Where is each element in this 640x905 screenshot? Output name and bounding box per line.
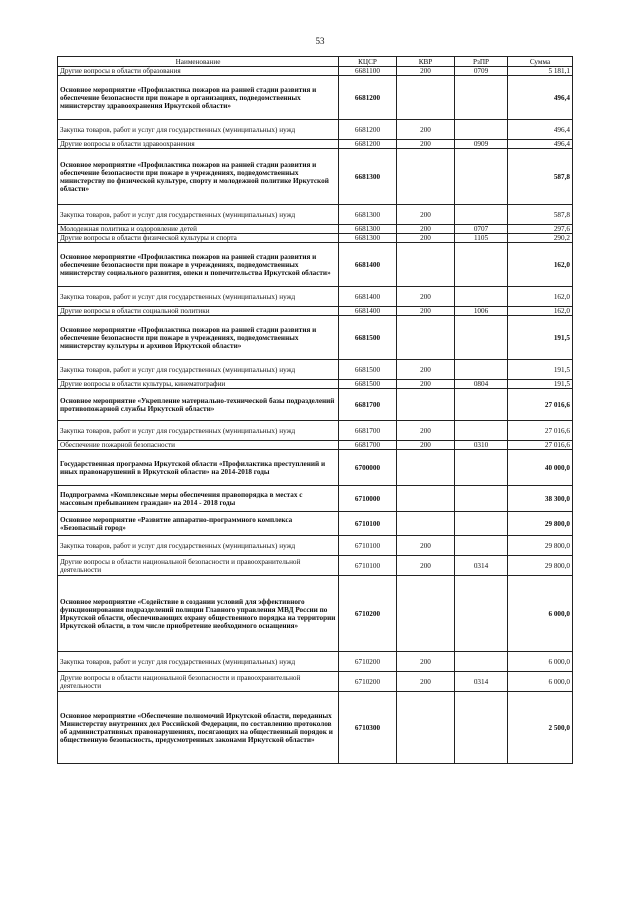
row-sum: 38 300,0 bbox=[508, 486, 573, 512]
row-rzpr bbox=[455, 149, 508, 205]
row-name: Другие вопросы в области здравоохранения bbox=[58, 140, 339, 149]
row-name: Основное мероприятие «Развитие аппаратно-программного комплекса «Безопасный город» bbox=[58, 512, 339, 536]
row-sum: 162,0 bbox=[508, 243, 573, 287]
row-name: Закупка товаров, работ и услуг для государственных (муниципальных) нужд bbox=[58, 360, 339, 380]
table-row bbox=[58, 316, 573, 360]
row-rzpr: 0314 bbox=[455, 556, 508, 576]
row-kcsr: 6681400 bbox=[339, 307, 397, 316]
row-kvr: 200 bbox=[397, 441, 455, 450]
row-kcsr: 6681700 bbox=[339, 421, 397, 441]
table-row bbox=[58, 149, 573, 205]
table-row bbox=[58, 512, 573, 536]
row-name: Закупка товаров, работ и услуг для государственных (муниципальных) нужд bbox=[58, 287, 339, 307]
row-kcsr: 6681200 bbox=[339, 120, 397, 140]
row-kcsr: 6681500 bbox=[339, 380, 397, 389]
row-sum: 2 500,0 bbox=[508, 692, 573, 764]
table-row bbox=[58, 380, 573, 389]
row-rzpr bbox=[455, 205, 508, 225]
table-row bbox=[58, 389, 573, 421]
row-kcsr: 6681400 bbox=[339, 287, 397, 307]
row-rzpr: 0804 bbox=[455, 380, 508, 389]
row-kcsr: 6681300 bbox=[339, 205, 397, 225]
row-sum: 6 000,0 bbox=[508, 672, 573, 692]
table-row bbox=[58, 307, 573, 316]
row-name: Основное мероприятие «Укрепление материально-технической базы подразделений противопожарной службы Иркутской области» bbox=[58, 389, 339, 421]
table-row bbox=[58, 421, 573, 441]
row-rzpr: 1006 bbox=[455, 307, 508, 316]
row-name: Закупка товаров, работ и услуг для государственных (муниципальных) нужд bbox=[58, 421, 339, 441]
table-row bbox=[58, 205, 573, 225]
row-rzpr bbox=[455, 120, 508, 140]
row-kvr: 200 bbox=[397, 556, 455, 576]
row-rzpr bbox=[455, 389, 508, 421]
row-kcsr: 6681700 bbox=[339, 441, 397, 450]
row-kcsr: 6710300 bbox=[339, 692, 397, 764]
row-rzpr bbox=[455, 360, 508, 380]
row-name: Закупка товаров, работ и услуг для государственных (муниципальных) нужд bbox=[58, 536, 339, 556]
row-kcsr: 6681500 bbox=[339, 360, 397, 380]
row-rzpr bbox=[455, 652, 508, 672]
row-kvr: 200 bbox=[397, 140, 455, 149]
row-kcsr: 6710100 bbox=[339, 512, 397, 536]
row-rzpr bbox=[455, 512, 508, 536]
row-sum: 29 800,0 bbox=[508, 536, 573, 556]
header-kvr: КВР bbox=[397, 57, 455, 67]
table-row bbox=[58, 225, 573, 234]
row-kvr bbox=[397, 486, 455, 512]
row-sum: 5 181,1 bbox=[508, 67, 573, 76]
row-sum: 191,5 bbox=[508, 380, 573, 389]
table-row bbox=[58, 441, 573, 450]
row-kcsr: 6681700 bbox=[339, 389, 397, 421]
row-name: Основное мероприятие «Профилактика пожаров на ранней стадии развития и обеспечение безопасности при пожаре в учреждениях, подведомственных министерству по физической культуре, спорту и молодежной политике Иркутской области» bbox=[58, 149, 339, 205]
row-rzpr bbox=[455, 316, 508, 360]
page-number: 53 bbox=[315, 36, 325, 46]
row-kcsr: 6710200 bbox=[339, 652, 397, 672]
row-name: Основное мероприятие «Содействие в создании условий для эффективного функционирования подразделений полиции Главного управления МВД России по Иркутской области, обеспечивающих охрану общественного порядка на территории Иркутской области, в том числе приобретение необходимого оснащения» bbox=[58, 576, 339, 652]
row-rzpr bbox=[455, 243, 508, 287]
row-sum: 6 000,0 bbox=[508, 652, 573, 672]
row-name: Закупка товаров, работ и услуг для государственных (муниципальных) нужд bbox=[58, 120, 339, 140]
header-kcsr: КЦСР bbox=[339, 57, 397, 67]
row-kvr bbox=[397, 512, 455, 536]
row-kvr bbox=[397, 576, 455, 652]
row-kvr: 200 bbox=[397, 225, 455, 234]
table-row bbox=[58, 67, 573, 76]
row-kvr: 200 bbox=[397, 67, 455, 76]
row-rzpr: 0909 bbox=[455, 140, 508, 149]
row-rzpr: 1105 bbox=[455, 234, 508, 243]
row-sum: 27 016,6 bbox=[508, 389, 573, 421]
row-rzpr: 0707 bbox=[455, 225, 508, 234]
table-row bbox=[58, 556, 573, 576]
table-row bbox=[58, 76, 573, 120]
row-kvr: 200 bbox=[397, 380, 455, 389]
table-row bbox=[58, 536, 573, 556]
table-row bbox=[58, 234, 573, 243]
row-name: Государственная программа Иркутской области «Профилактика преступлений и иных правонарушений в Иркутской области» на 2014-2018 годы bbox=[58, 450, 339, 486]
row-rzpr bbox=[455, 421, 508, 441]
row-kvr bbox=[397, 389, 455, 421]
row-name: Обеспечение пожарной безопасности bbox=[58, 441, 339, 450]
row-rzpr bbox=[455, 692, 508, 764]
row-name: Другие вопросы в области национальной безопасности и правоохранительной деятельности bbox=[58, 556, 339, 576]
row-kvr: 200 bbox=[397, 421, 455, 441]
row-kcsr: 6681300 bbox=[339, 234, 397, 243]
row-rzpr bbox=[455, 576, 508, 652]
row-kvr: 200 bbox=[397, 672, 455, 692]
row-rzpr bbox=[455, 76, 508, 120]
table-row bbox=[58, 652, 573, 672]
table-row bbox=[58, 450, 573, 486]
row-kvr: 200 bbox=[397, 536, 455, 556]
row-rzpr: 0314 bbox=[455, 672, 508, 692]
row-kcsr: 6710200 bbox=[339, 672, 397, 692]
row-kvr: 200 bbox=[397, 360, 455, 380]
table-row bbox=[58, 486, 573, 512]
row-kcsr: 6710200 bbox=[339, 576, 397, 652]
row-sum: 587,8 bbox=[508, 205, 573, 225]
budget-table bbox=[57, 56, 573, 764]
table-row bbox=[58, 692, 573, 764]
row-name: Молодежная политика и оздоровление детей bbox=[58, 225, 339, 234]
row-sum: 191,5 bbox=[508, 316, 573, 360]
table-row bbox=[58, 576, 573, 652]
row-kvr: 200 bbox=[397, 287, 455, 307]
row-name: Другие вопросы в области физической культуры и спорта bbox=[58, 234, 339, 243]
row-rzpr bbox=[455, 450, 508, 486]
row-sum: 40 000,0 bbox=[508, 450, 573, 486]
row-sum: 191,5 bbox=[508, 360, 573, 380]
row-name: Закупка товаров, работ и услуг для государственных (муниципальных) нужд bbox=[58, 205, 339, 225]
row-name: Основное мероприятие «Профилактика пожаров на ранней стадии развития и обеспечение безопасности при пожаре в учреждениях, подведомственных министерству социального развития, опеки и попечительства Иркутской области» bbox=[58, 243, 339, 287]
row-kcsr: 6681100 bbox=[339, 67, 397, 76]
row-kvr bbox=[397, 149, 455, 205]
row-kvr bbox=[397, 692, 455, 764]
row-name: Другие вопросы в области социальной политики bbox=[58, 307, 339, 316]
row-sum: 496,4 bbox=[508, 76, 573, 120]
header-rzpr: РзПР bbox=[455, 57, 508, 67]
row-kvr: 200 bbox=[397, 205, 455, 225]
row-name: Основное мероприятие «Обеспечение полномочий Иркутской области, переданных Министерству внутренних дел Российской Федерации, по составлению протоколов об административных правонарушениях, посягающих на общественный порядок и общественную безопасность, предусмотренных законами Иркутской области» bbox=[58, 692, 339, 764]
row-sum: 6 000,0 bbox=[508, 576, 573, 652]
row-kcsr: 6710100 bbox=[339, 556, 397, 576]
header-name: Наименование bbox=[58, 57, 339, 67]
row-sum: 297,6 bbox=[508, 225, 573, 234]
row-sum: 29 800,0 bbox=[508, 512, 573, 536]
table-row bbox=[58, 140, 573, 149]
row-name: Основное мероприятие «Профилактика пожаров на ранней стадии развития и обеспечение безопасности при пожаре в учреждениях, подведомственных министерству культуры и архивов Иркутской области» bbox=[58, 316, 339, 360]
row-kvr: 200 bbox=[397, 234, 455, 243]
row-rzpr: 0709 bbox=[455, 67, 508, 76]
row-kvr: 200 bbox=[397, 120, 455, 140]
row-sum: 496,4 bbox=[508, 140, 573, 149]
row-kcsr: 6700000 bbox=[339, 450, 397, 486]
row-kvr bbox=[397, 450, 455, 486]
row-sum: 27 016,6 bbox=[508, 421, 573, 441]
row-name: Подпрограмма «Комплексные меры обеспечения правопорядка в местах с массовым пребыванием граждан» на 2014 - 2018 годы bbox=[58, 486, 339, 512]
table-row bbox=[58, 243, 573, 287]
row-kvr bbox=[397, 243, 455, 287]
row-kvr: 200 bbox=[397, 652, 455, 672]
row-name: Основное мероприятие «Профилактика пожаров на ранней стадии развития и обеспечение безопасности при пожаре в организациях, подведомственных министерству здравоохранения Иркутской области» bbox=[58, 76, 339, 120]
row-sum: 290,2 bbox=[508, 234, 573, 243]
row-kcsr: 6681200 bbox=[339, 76, 397, 120]
row-kcsr: 6710100 bbox=[339, 536, 397, 556]
row-kcsr: 6710000 bbox=[339, 486, 397, 512]
row-kcsr: 6681400 bbox=[339, 243, 397, 287]
row-rzpr bbox=[455, 287, 508, 307]
row-kcsr: 6681300 bbox=[339, 225, 397, 234]
row-kvr bbox=[397, 76, 455, 120]
row-sum: 496,4 bbox=[508, 120, 573, 140]
header-sum: Сумма bbox=[508, 57, 573, 67]
row-kcsr: 6681200 bbox=[339, 140, 397, 149]
row-name: Закупка товаров, работ и услуг для государственных (муниципальных) нужд bbox=[58, 652, 339, 672]
row-sum: 162,0 bbox=[508, 307, 573, 316]
table-row bbox=[58, 120, 573, 140]
row-name: Другие вопросы в области культуры, кинематографии bbox=[58, 380, 339, 389]
row-rzpr: 0310 bbox=[455, 441, 508, 450]
table-body bbox=[58, 67, 573, 764]
table-row bbox=[58, 672, 573, 692]
row-kvr bbox=[397, 316, 455, 360]
row-sum: 27 016,6 bbox=[508, 441, 573, 450]
row-sum: 162,0 bbox=[508, 287, 573, 307]
row-sum: 587,8 bbox=[508, 149, 573, 205]
row-sum: 29 800,0 bbox=[508, 556, 573, 576]
row-kvr: 200 bbox=[397, 307, 455, 316]
row-kcsr: 6681300 bbox=[339, 149, 397, 205]
table-row bbox=[58, 287, 573, 307]
row-kcsr: 6681500 bbox=[339, 316, 397, 360]
row-rzpr bbox=[455, 536, 508, 556]
row-name: Другие вопросы в области образования bbox=[58, 67, 339, 76]
table-row bbox=[58, 360, 573, 380]
row-name: Другие вопросы в области национальной безопасности и правоохранительной деятельности bbox=[58, 672, 339, 692]
row-rzpr bbox=[455, 486, 508, 512]
table-header-row bbox=[58, 57, 573, 67]
